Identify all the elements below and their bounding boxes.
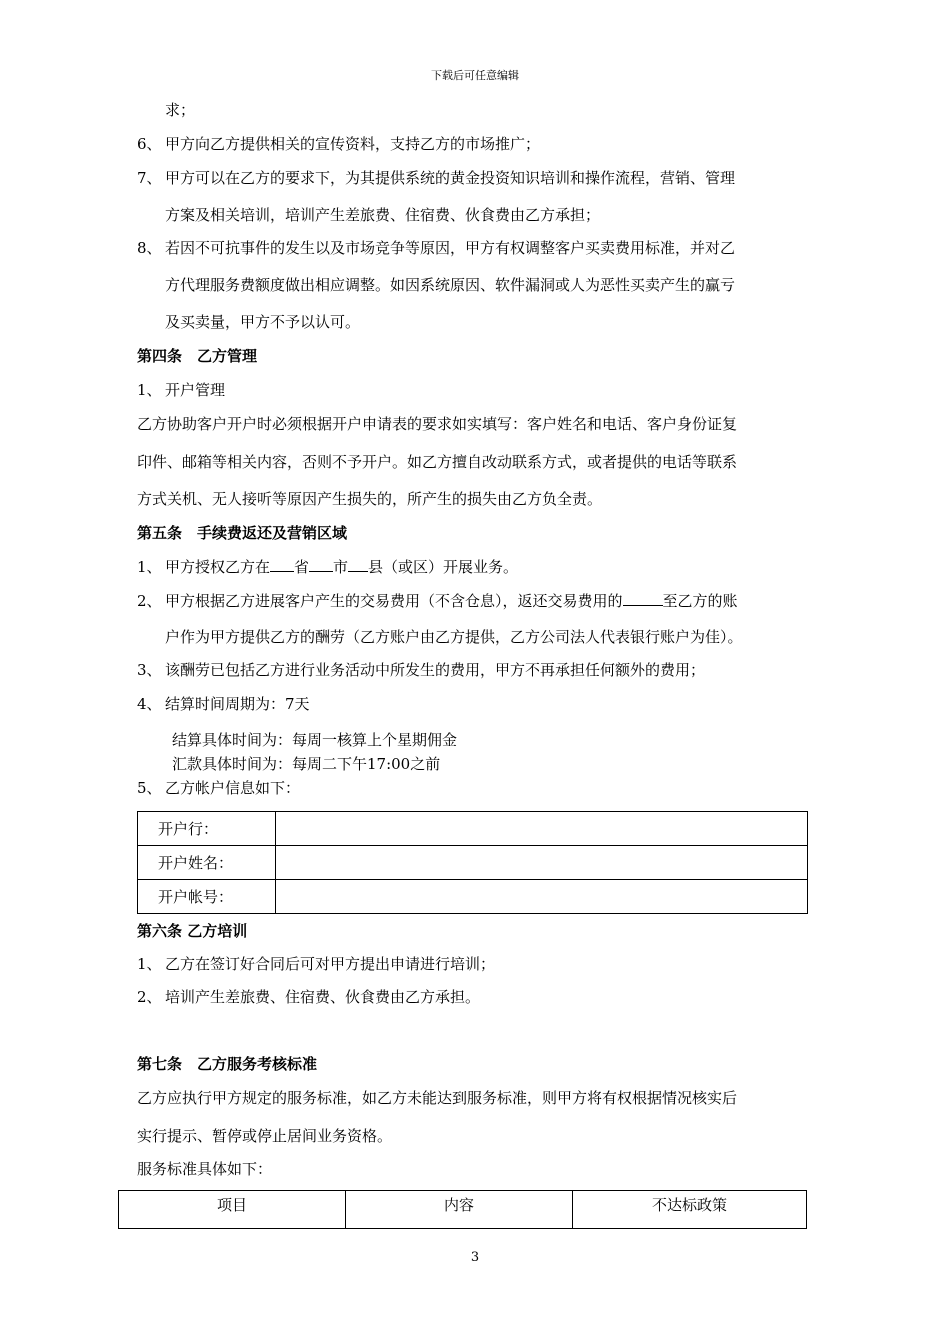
list-text: 至乙方的账 [662,592,738,610]
list-item-7 [137,169,735,187]
list-item [137,661,705,679]
table-header-cell: 不达标政策 [573,1191,807,1229]
paragraph-line: 实行提示、暂停或停止居间业务资格。 [137,1127,393,1145]
paragraph-line: 服务标准具体如下： [137,1160,273,1178]
paragraph-line: 结算具体时间为：每周一核算上个星期佣金 [172,731,458,749]
fill-blank [623,591,663,606]
list-number: 8、 [137,239,162,257]
list-text: 甲方根据乙方进展客户产生的交易费用（不含仓息），返还交易费用的 [165,592,623,610]
list-text: 甲方授权乙方在 [165,558,271,576]
list-text: 乙方在签订好合同后可对甲方提出申请进行培训； [165,955,496,973]
list-text: 县（或区）开展业务。 [368,558,519,576]
list-item [137,988,480,1006]
page-header: 下载后可任意编辑 [431,69,519,82]
list-text: 甲方向乙方提供相关的宣传资料，支持乙方的市场推广； [165,135,541,153]
list-number: 2、 [137,988,162,1006]
table-header-row [119,1191,807,1229]
table-header-cell: 项目 [119,1191,346,1229]
table-cell-label: 开户姓名： [138,846,276,880]
list-item [137,381,225,399]
list-item [137,695,310,713]
list-number: 4、 [137,695,162,713]
list-text-continued: 方代理服务费额度做出相应调整。如因系统原因、软件漏洞或人为恶性买卖产生的赢亏 [165,276,736,294]
list-text-continued: 户作为甲方提供乙方的酬劳（乙方账户由乙方提供，乙方公司法人代表银行账户为佳）。 [165,628,743,646]
list-number: 5、 [137,779,162,797]
list-item [137,955,495,973]
list-item [137,779,300,797]
fill-blank [309,557,333,572]
list-number: 1、 [137,955,162,973]
list-text: 培训产生差旅费、住宿费、伙食费由乙方承担。 [165,988,481,1006]
list-text: 结算时间周期为：7天 [165,695,310,713]
section-heading-7: 第七条 乙方服务考核标准 [137,1055,318,1073]
list-text: 乙方帐户信息如下： [165,779,301,797]
list-number: 6、 [137,135,162,153]
table-cell-value [276,846,808,880]
list-number: 2、 [137,592,162,610]
list-text: 该酬劳已包括乙方进行业务活动中所发生的费用，甲方不再承担任何额外的费用； [165,661,706,679]
page-number: 3 [470,1250,480,1265]
paragraph-line: 方式关机、无人接听等原因产生损失的，所产生的损失由乙方负全责。 [137,490,603,508]
table-cell-value [276,812,808,846]
fill-blank [348,557,368,572]
list-text-continued: 方案及相关培训，培训产生差旅费、住宿费、伙食费由乙方承担； [165,206,601,224]
paragraph-line: 乙方协助客户开户时必须根据开户申请表的要求如实填写：客户姓名和电话、客户身份证复 [137,415,738,433]
section-heading-5: 第五条 手续费返还及营销区域 [137,524,348,542]
service-standard-table [118,1190,807,1229]
list-text-continued: 及买卖量，甲方不予以认可。 [165,313,361,331]
list-number: 1、 [137,381,162,399]
list-item-6 [137,135,540,153]
table-row [138,812,808,846]
list-text: 开户管理 [165,381,226,399]
list-number: 1、 [137,558,162,576]
list-text: 省 [294,558,310,576]
fill-blank [270,557,294,572]
paragraph-line: 印件、邮箱等相关内容，否则不予开户。如乙方擅自改动联系方式，或者提供的电话等联系 [137,453,738,471]
table-cell-value [276,880,808,914]
section-heading-6: 第六条 乙方培训 [137,922,248,940]
list-item-8 [137,239,735,257]
table-row [138,846,808,880]
list-text: 若因不可抗事件的发生以及市场竞争等原因，甲方有权调整客户买卖费用标准，并对乙 [165,239,736,257]
account-info-table [137,811,808,914]
table-cell-label: 开户行： [138,812,276,846]
list-text: 甲方可以在乙方的要求下，为其提供系统的黄金投资知识培训和操作流程，营销、管理 [165,169,736,187]
list-number: 3、 [137,661,162,679]
paragraph-line: 汇款具体时间为：每周二下午17:00之前 [172,755,441,773]
list-item [137,557,518,576]
table-header-cell: 内容 [346,1191,573,1229]
list-item [137,591,738,610]
paragraph-line: 乙方应执行甲方规定的服务标准，如乙方未能达到服务标准，则甲方将有权根据情况核实后 [137,1089,738,1107]
table-cell-label: 开户帐号： [138,880,276,914]
section-heading-4: 第四条 乙方管理 [137,347,258,365]
list-text: 市 [333,558,349,576]
paragraph-line: 求； [165,101,196,119]
table-row [138,880,808,914]
list-number: 7、 [137,169,162,187]
